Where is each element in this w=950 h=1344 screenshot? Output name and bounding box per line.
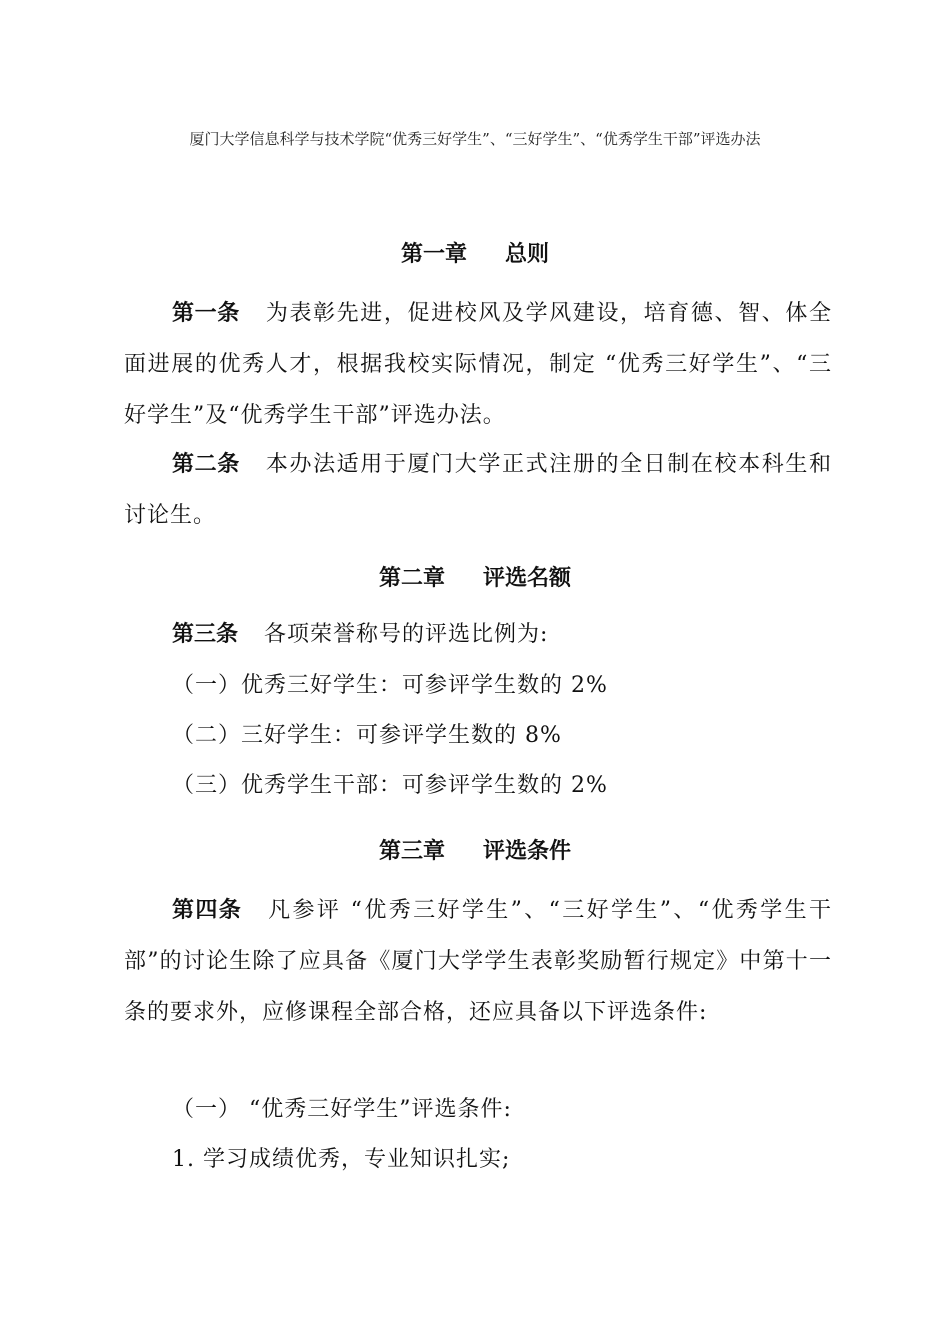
chapter-title: 评选条件 — [483, 839, 572, 864]
list-item: （三）优秀学生干部：可参评学生数的 2% — [172, 773, 608, 798]
chapter-title: 总则 — [505, 242, 550, 267]
list-item: （一）优秀三好学生：可参评学生数的 2% — [172, 673, 608, 698]
chapter-number: 第一章 — [400, 242, 467, 267]
chapter-number: 第三章 — [378, 839, 445, 864]
article-label: 第三条 — [172, 622, 239, 647]
list-item: 1. 学习成绩优秀，专业知识扎实; — [172, 1147, 511, 1172]
article-3 — [172, 620, 548, 650]
document-header: 厦门大学信息科学与技术学院“优秀三好学生”、“三好学生”、“优秀学生干部”评选办法 — [189, 130, 761, 148]
chapter-title: 评选名额 — [483, 566, 572, 591]
article-text: 各项荣誉称号的评选比例为: — [264, 622, 549, 647]
chapter-1-heading — [0, 237, 950, 268]
article-text: 凡参评 “优秀三好学生”、“三好学生”、“优秀学生干部”的讨论生除了应具备《厦门大学学生表彰奖励暂行规定》中第十一条的要求外，应修课程全部合格，还应具备以下评选条件: — [124, 898, 832, 1025]
article-label: 第一条 — [172, 301, 240, 326]
article-1 — [124, 288, 832, 441]
article-2 — [124, 439, 832, 541]
article-text: 为表彰先进，促进校风及学风建设，培育德、智、体全面进展的优秀人才，根据我校实际情况，制定 “优秀三好学生”、“三好学生”及“优秀学生干部”评选办法。 — [124, 301, 832, 428]
list-item: （二）三好学生：可参评学生数的 8% — [172, 723, 562, 748]
article-label: 第二条 — [172, 452, 240, 477]
chapter-3-heading — [0, 834, 950, 865]
article-4 — [124, 885, 832, 1038]
chapter-2-heading — [0, 561, 950, 592]
sub-section-heading: （一） “优秀三好学生”评选条件: — [172, 1097, 512, 1122]
article-text: 本办法适用于厦门大学正式注册的全日制在校本科生和讨论生。 — [124, 452, 832, 528]
article-label: 第四条 — [172, 898, 243, 923]
chapter-number: 第二章 — [378, 566, 445, 591]
